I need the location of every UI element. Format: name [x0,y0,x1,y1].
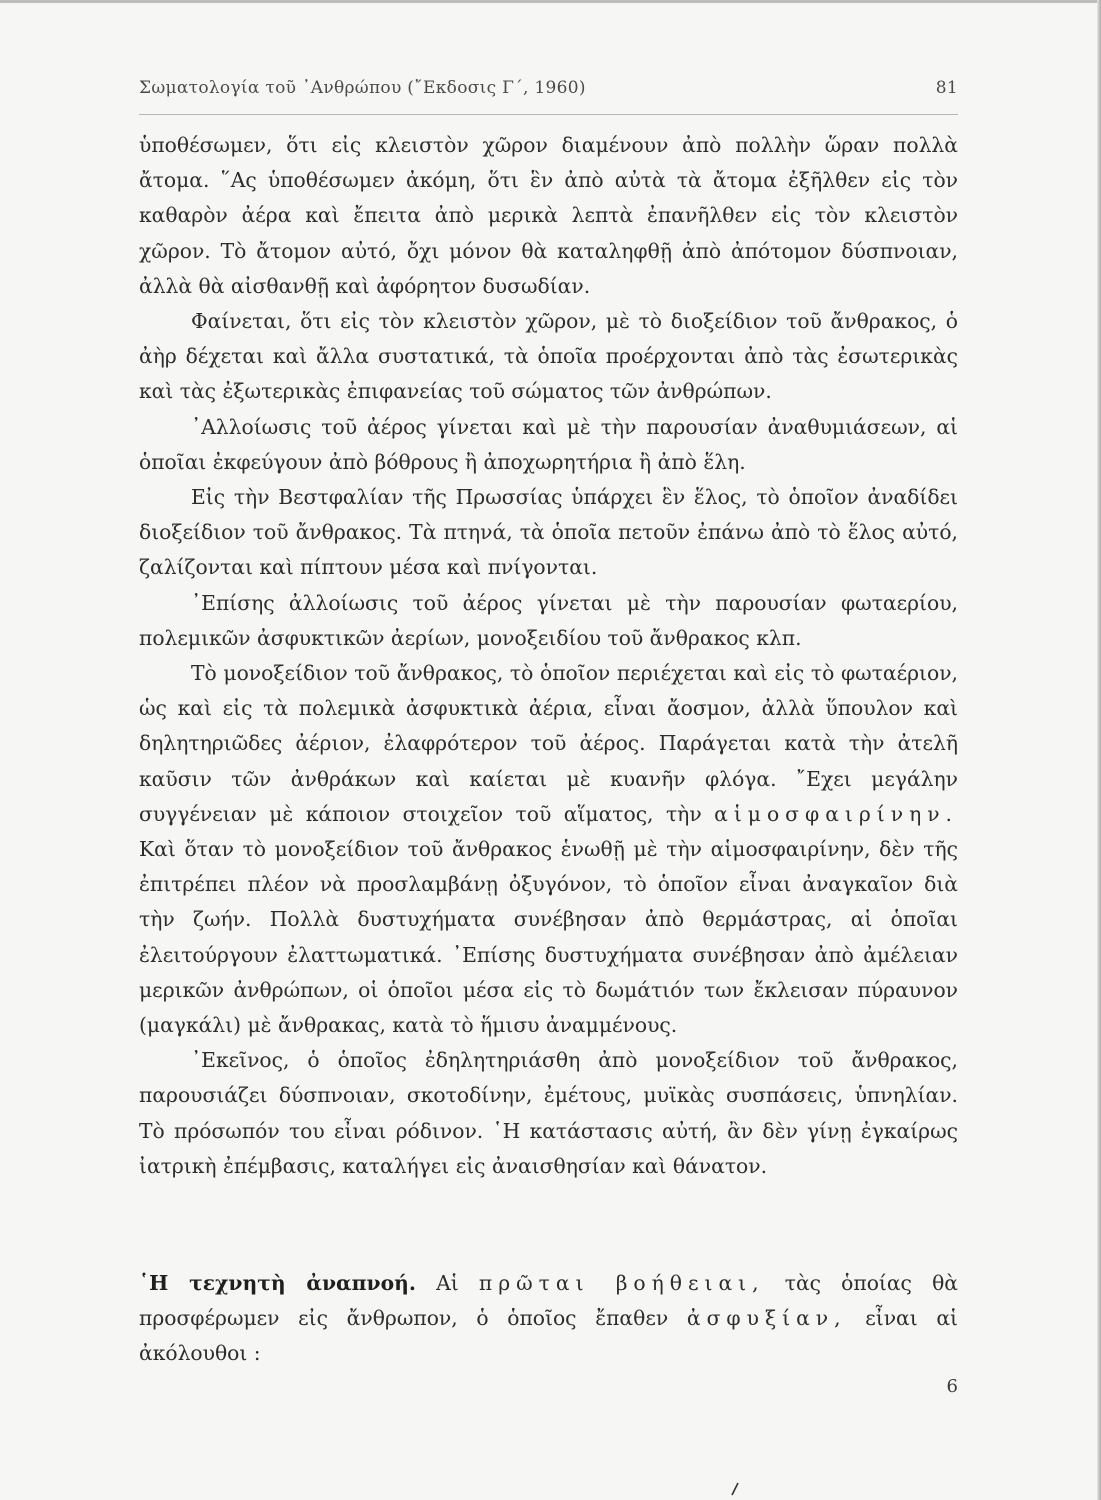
paragraph-air-components: Φαίνεται, ὅτι εἰς τὸν κλειστὸν χῶρον, μὲ τὸ διοξείδιον τοῦ ἄνθρακος, ὁ ἀὴρ δέχεται καὶ ἄλλα συστατικά, τὰ ὁποῖα προέρχονται ἀπὸ τὰς ἐσωτερικὰς καὶ τὰς ἐξωτερικὰς ἐπιφανείας τοῦ σώματος τῶν ἀνθρώπων. [139,309,958,404]
page-right-edge [1097,0,1101,1500]
paragraph-gases: ᾽Επίσης ἀλλοίωσις τοῦ ἀέρος γίνεται μὲ τὴν παρουσίαν φωταερίου, πολεμικῶν ἀσφυκτικῶν ἀερίων, μονοξειδίου τοῦ ἄνθρακος κλπ. [139,590,958,650]
section-paragraph [139,1266,958,1372]
co-text-before: Τὸ μονοξείδιον τοῦ ἄνθρακος, τὸ ὁποῖον περιέχεται καὶ εἰς τὸ φωταέριον, ὡς καὶ εἰς τὰ πολεμικὰ ἀσφυκτικὰ ἀέρια, εἶναι ἄοσμον, ἀλλὰ ὕπουλον καὶ δηλητηριῶδες ἀέριον, ἐλαφρότερον τοῦ ἀέρος. Παράγεται κατὰ τὴν ἀτελῆ καῦσιν τῶν ἀνθράκων καὶ καίεται μὲ κυανῆν φλόγα. ῎Εχει μεγάλην συγγένειαν μὲ κάποιον στοιχεῖον τοῦ αἵματος, τὴν [139,661,958,826]
spaced-term-asphyxia: ἀσφυξίαν, [686,1306,847,1331]
co-text-after: Καὶ ὅταν τὸ μονοξείδιον τοῦ ἄνθρακος ἑνωθῇ μὲ τὴν αἱμοσφαιρίνην, δὲν τῆς ἐπιτρέπει πλέον νὰ προσλαμβάνῃ ὀξυγόνον, τὸ ὁποῖον εἶναι ἀναγκαῖον διὰ τὴν ζωήν. Πολλὰ δυστυχήματα συνέβησαν ἀπὸ θερμάστρας, αἱ ὁποῖαι ἐλειτούργουν ἐλαττωματικά. ᾽Επίσης δυστυχήματα συνέβησαν ἀπὸ ἀμέλειαν μερικῶν ἀνθρώπων, οἱ ὁποῖοι μέσα εἰς τὸ δωμάτιόν των ἔκλεισαν πύραυνον (μαγκάλι) μὲ ἄνθρακας, κατὰ τὸ ἥμισυ ἀναμμένους. [139,837,958,1038]
section-mid: τὰς ὁποίας θὰ προσφέρωμεν εἰς ἄνθρωπον, ὁ ὁποῖος ἔπαθεν [139,1271,958,1331]
paragraph-poisoning-symptoms: ᾽Εκεῖνος, ὁ ὁποῖος ἐδηλητηριάσθη ἀπὸ μονοξείδιον τοῦ ἄνθρακος, παρουσιάζει δύσπνοιαν, σκοτοδίνην, ἐμέτους, μυϊκὰς συσπάσεις, ὑπνηλίαν. Τὸ πρόσωπόν του εἶναι ρόδινον. ῾Η κατάστασις αὐτή, ἂν δὲν γίνῃ ἐγκαίρως ἰατρικὴ ἐπέμβασις, καταλήγει εἰς ἀναισθησίαν καὶ θάνατον. [139,1048,958,1178]
section-intro: Αἱ [436,1271,459,1295]
page-number: 81 [935,78,958,98]
section-artificial-respiration [139,1266,958,1372]
page-top-edge [0,0,1101,3]
running-head [139,74,958,104]
body-text [139,128,958,1184]
section-heading: ῾Η τεχνητὴ ἀναπνοή. [139,1271,416,1295]
spaced-term-first-aid: πρῶται βοήθειαι, [478,1271,765,1295]
paragraph-air-alteration: ᾽Αλλοίωσις τοῦ ἀέρος γίνεται καὶ μὲ τὴν παρουσίαν ἀναθυμιάσεων, αἱ ὁποῖαι ἐκφεύγουν ἀπὸ βόθρους ἢ ἀποχωρητήρια ἢ ἀπὸ ἕλη. [139,414,958,474]
running-head-title: Σωματολογία τοῦ ᾽Ανθρώπου (῎Εκδοσις Γ΄, 1960) [139,78,586,98]
spaced-term-haemoglobin: αἱμοσφαιρίνην. [714,801,959,826]
paragraph-westphalia: Εἰς τὴν Βεστφαλίαν τῆς Πρωσσίας ὑπάρχει ἓν ἕλος, τὸ ὁποῖον ἀναδίδει διοξείδιον τοῦ ἄνθρακος. Τὰ πτηνά, τὰ ὁποῖα πετοῦν ἐπάνω ἀπὸ τὸ ἕλος αὐτό, ζαλίζονται καὶ πίπτουν μέσα καὶ πνίγονται. [139,485,958,580]
paragraph-carbon-monoxide [139,656,958,1043]
signature-mark: 6 [946,1376,958,1397]
paragraph-continuation: ὑποθέσωμεν, ὅτι εἰς κλειστὸν χῶρον διαμένουν ἀπὸ πολλὴν ὥραν πολλὰ ἄτομα. ῞Ας ὑποθέσωμεν ἀκόμη, ὅτι ἓν ἀπὸ αὐτὰ τὰ ἄτομα ἐξῆλθεν εἰς τὸν καθαρὸν ἀέρα καὶ ἔπειτα ἀπὸ μερικὰ λεπτὰ ἐπανῆλθεν εἰς τὸν κλειστὸν χῶρον. Τὸ ἄτομον αὐτό, ὄχι μόνον θὰ καταληφθῇ ἀπὸ ἀπότομον δύσπνοιαν, ἀλλὰ θὰ αἰσθανθῇ καὶ ἀφόρητον δυσωδίαν. [139,133,958,298]
section-end: εἶναι αἱ ἀκόλουθοι : [139,1306,959,1366]
stray-pen-mark [730,1482,740,1496]
header-rule [139,114,958,115]
